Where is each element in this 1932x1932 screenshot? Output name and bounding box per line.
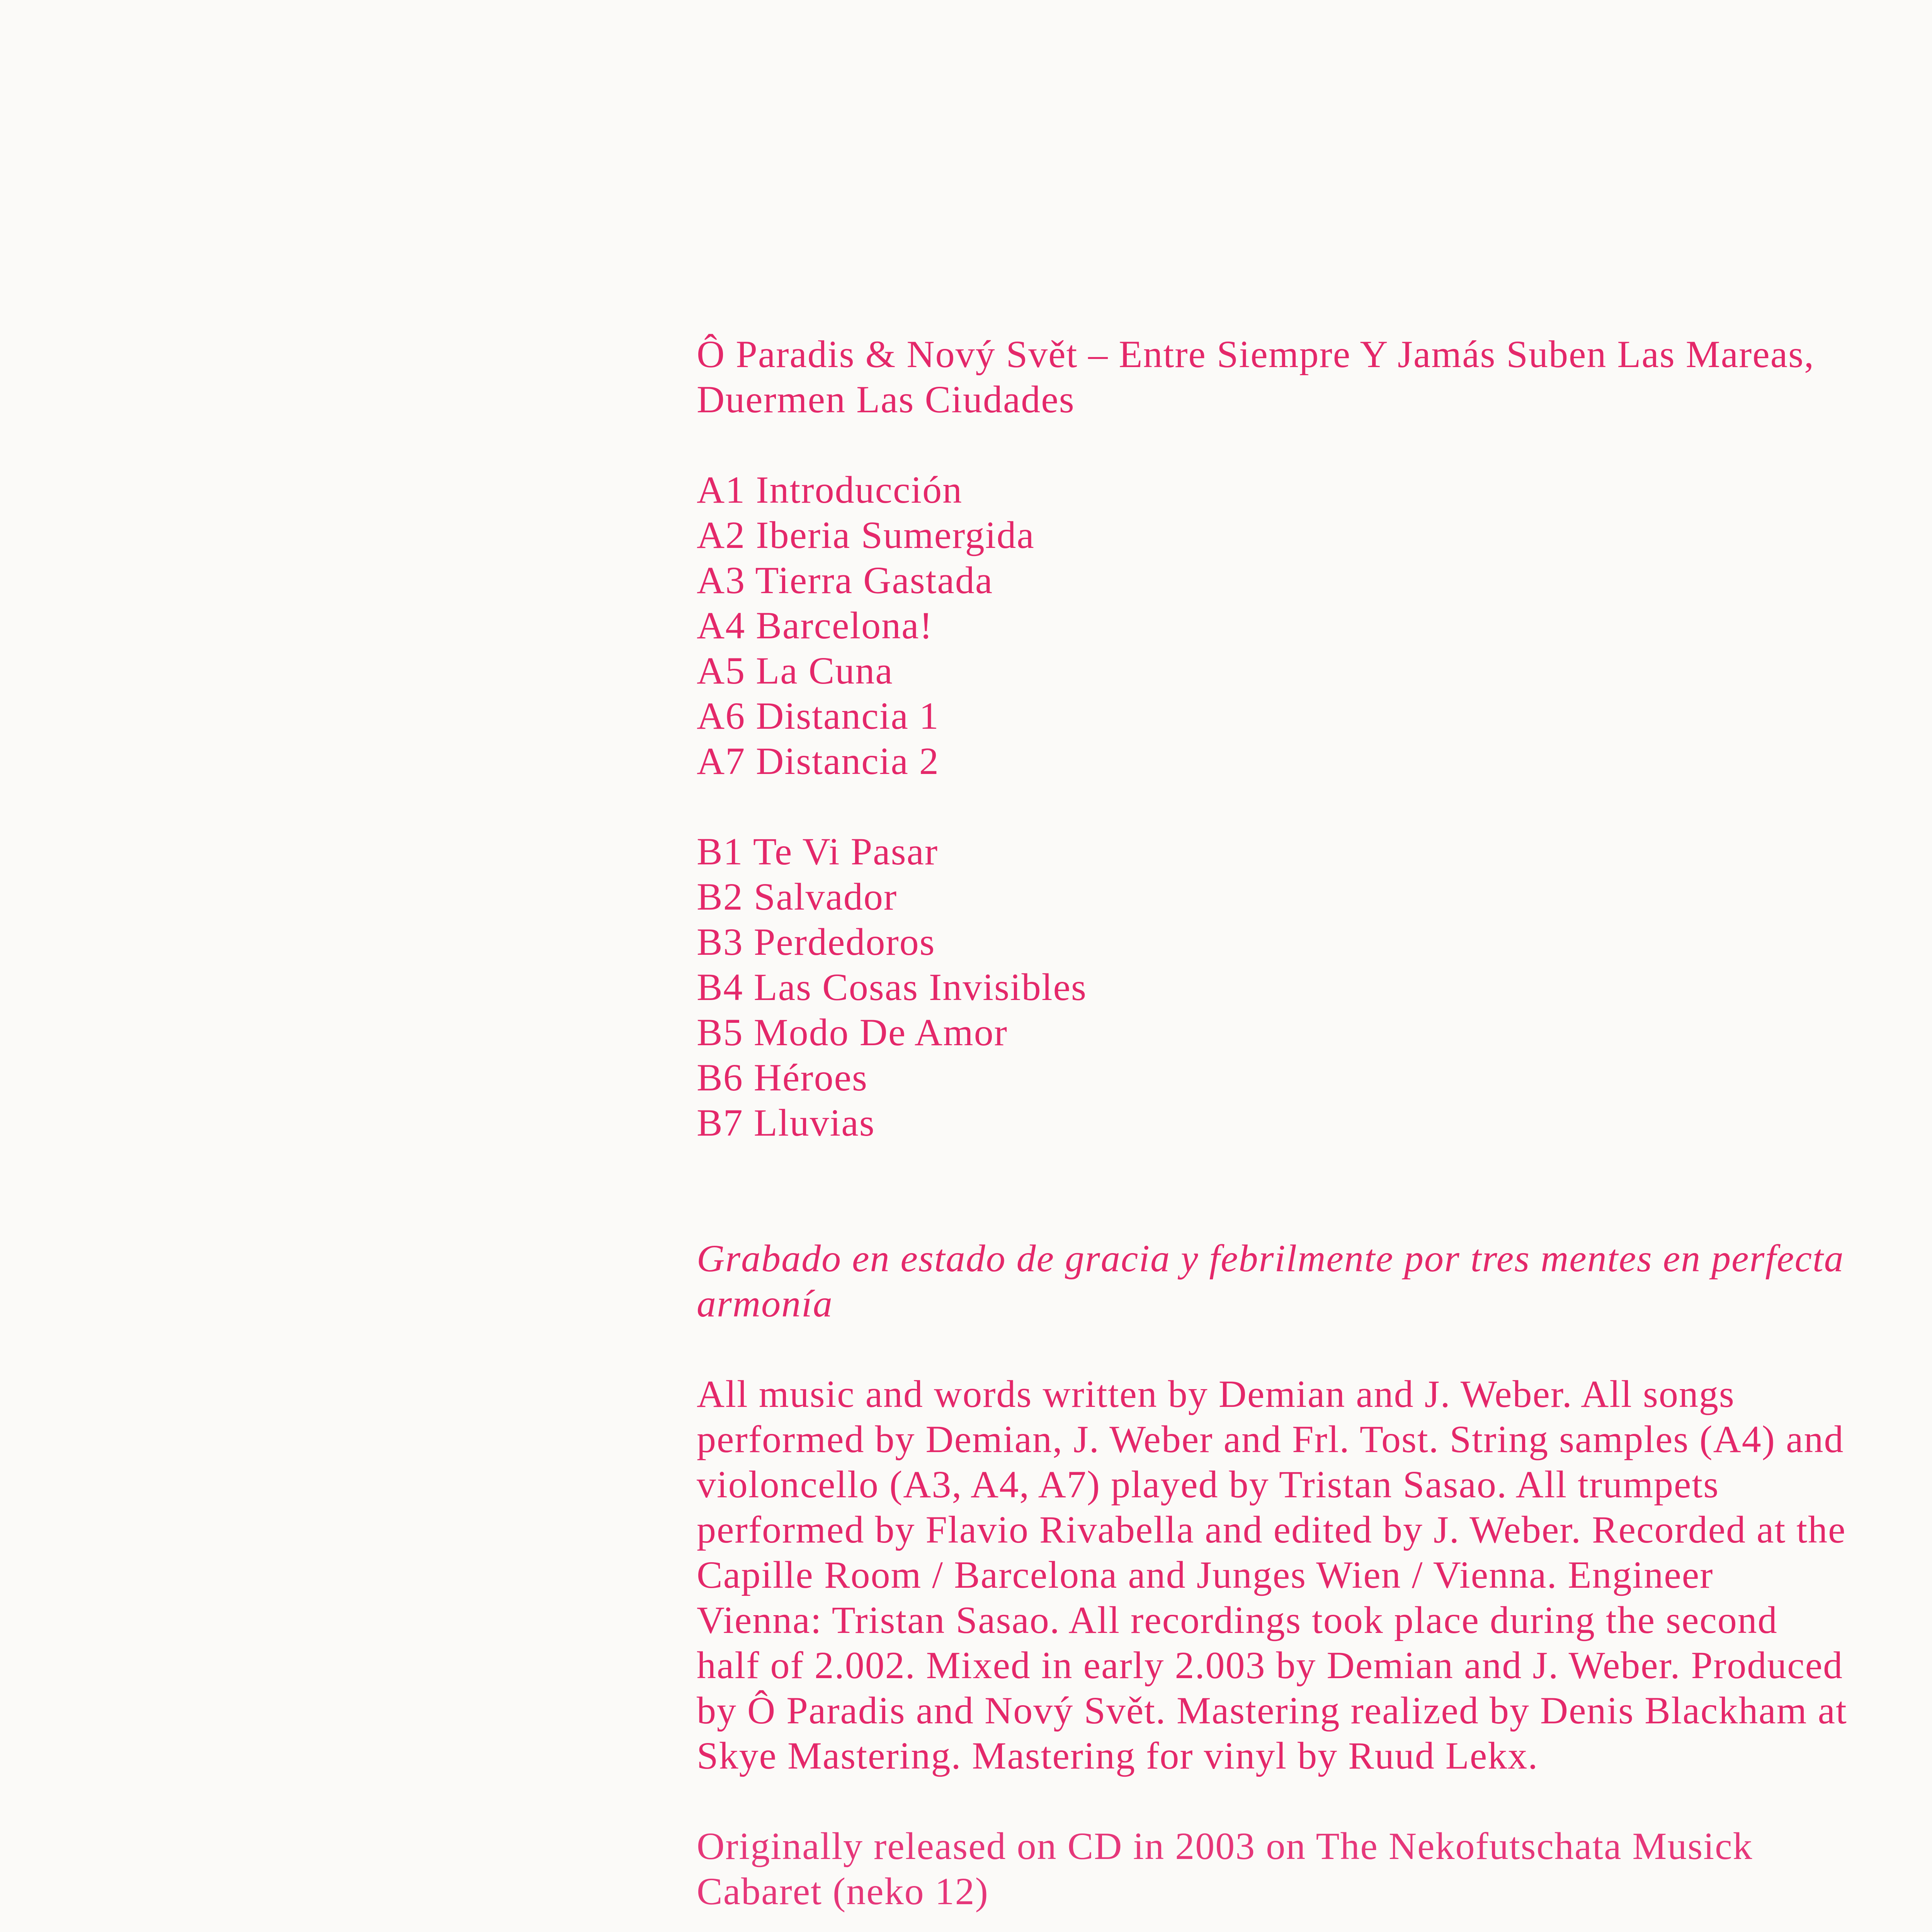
track-item: A7 Distancia 2 [697,740,939,782]
spacer [697,422,1932,467]
credits-line: Vienna: Tristan Sasao. All recordings took place during the second [697,1599,1778,1641]
original-release-line: Cabaret (neko 12) [697,1870,989,1913]
track-item: A5 La Cuna [697,649,893,692]
track-item: B2 Salvador [697,875,898,918]
credits-line: performed by Flavio Rivabella and edited by J. Weber. Recorded at the [697,1508,1846,1551]
track-item: B3 Perdedoros [697,920,935,963]
track-item: B5 Modo De Amor [697,1011,1008,1054]
track-item: B4 Las Cosas Invisibles [697,966,1087,1009]
track-item: A3 Tierra Gastada [697,559,993,602]
track-item: A2 Iberia Sumergida [697,514,1035,556]
credits-line: performed by Demian, J. Weber and Frl. Tost. String samples (A4) and [697,1418,1844,1461]
spacer [697,784,1932,829]
spacer [697,1326,1932,1371]
track-item: B1 Te Vi Pasar [697,830,939,873]
tracklist-side-b [697,829,1932,1145]
credits-line: by Ô Paradis and Nový Svět. Mastering realized by Denis Blackham at [697,1689,1847,1732]
track-item: A1 Introducción [697,468,963,511]
credits-line: All music and words written by Demian and J. Weber. All songs [697,1372,1735,1415]
credits [697,1371,1932,1778]
dedication-line: Grabado en estado de gracia y febrilmente por tres mentes en perfecta [697,1237,1844,1280]
track-item: B6 Héroes [697,1056,868,1099]
dedication-line: armonía [697,1282,833,1325]
track-item: B7 Lluvias [697,1101,875,1144]
original-release [697,1823,1932,1914]
credits-line: Capille Room / Barcelona and Junges Wien / Vienna. Engineer [697,1553,1714,1596]
album-title-line: Duermen Las Ciudades [697,378,1075,421]
spacer [697,1914,1932,1932]
track-item: A4 Barcelona! [697,604,933,647]
spacer [697,1778,1932,1823]
credits-line: half of 2.002. Mixed in early 2.003 by Demian and J. Weber. Produced [697,1644,1844,1687]
credits-line: violoncello (A3, A4, A7) played by Tristan Sasao. All trumpets [697,1463,1719,1506]
track-item: A6 Distancia 1 [697,694,939,737]
album-title-line: Ô Paradis & Nový Svět – Entre Siempre Y Jamás Suben Las Mareas, [697,333,1815,376]
spacer [697,1145,1932,1236]
dedication [697,1236,1932,1326]
liner-notes [697,332,1932,1932]
tracklist-side-a [697,467,1932,784]
credits-line: Skye Mastering. Mastering for vinyl by Ruud Lekx. [697,1734,1539,1777]
album-title [697,332,1932,422]
original-release-line: Originally released on CD in 2003 on The Nekofutschata Musick [697,1825,1753,1867]
